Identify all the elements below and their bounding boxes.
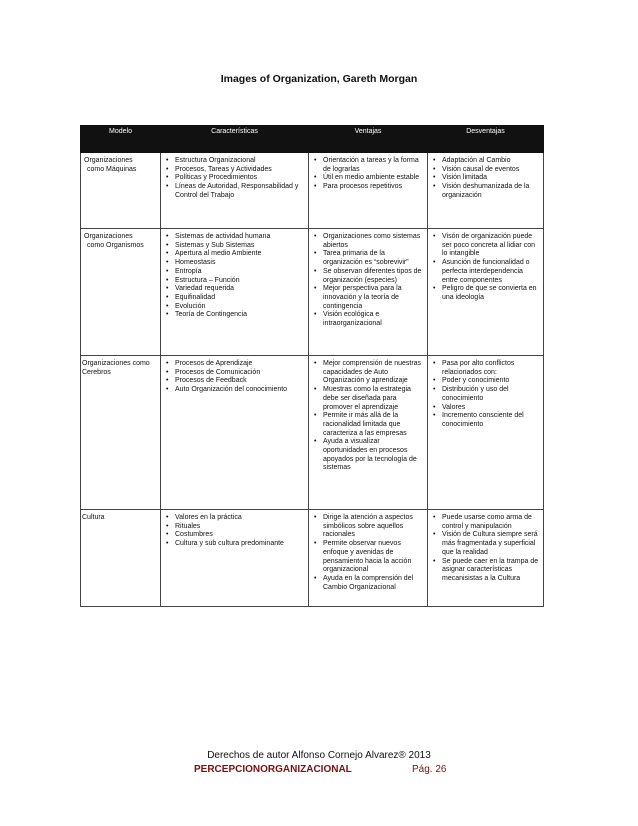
disadvantages-cell: [428, 356, 544, 510]
list-item: • Auto Organización del conocimiento: [175, 386, 305, 395]
list-item: • Políticas y Procedimientos: [175, 174, 305, 183]
list-item: • Homeostasis: [175, 259, 305, 268]
page-title: Images of Organization, Gareth Morgan: [220, 73, 418, 85]
list-item: • Permite ir más allá de la racionalidad limitada que caracteriza a las empresas: [323, 412, 424, 438]
table-row: [81, 153, 544, 229]
list-item: • Equifinalidad: [175, 294, 305, 303]
list-item: • Costumbres: [175, 531, 305, 540]
list-item: • Procesos de Comunicación: [175, 369, 305, 378]
list-item: • Procesos de Feedback: [175, 377, 305, 386]
list-item: • Estructura Organizacional: [175, 157, 305, 166]
model-cell: [81, 356, 161, 510]
list-item: • Evolución: [175, 303, 305, 312]
list-item: • Valores: [442, 404, 540, 413]
organization-metaphors-table: [80, 125, 544, 607]
list-item: • Visión causal de eventos: [442, 166, 540, 175]
list-item: • Útil en medio ambiente estable: [323, 174, 424, 183]
list-item: • Variedad requerida: [175, 285, 305, 294]
list-item: • Puede usarse como arma de control y manipulación: [442, 514, 540, 531]
list-item: • Teoría de Contingencia: [175, 311, 305, 320]
characteristics-cell: [161, 510, 309, 607]
list-item: • Para procesos repetitivos: [323, 183, 424, 192]
model-cell: [81, 510, 161, 607]
course-title-footer: PERCEPCIONORGANIZACIONAL: [194, 764, 352, 775]
table-row: [81, 229, 544, 356]
disadvantages-cell: [428, 510, 544, 607]
list-item: • Cultura y sub cultura predominante: [175, 540, 305, 549]
list-item: • Rituales: [175, 523, 305, 532]
header-modelo: Modelo: [81, 126, 161, 144]
characteristics-cell: [161, 153, 309, 229]
list-item: • Se puede caer en la trampa de asignar características mecanisistas a la Cultura: [442, 558, 540, 584]
list-item: • Procesos, Tareas y Actividades: [175, 166, 305, 175]
list-item: • Adaptación al Cambio: [442, 157, 540, 166]
list-item: • Tarea primaria de la organización es “sobrevivir”: [323, 250, 424, 267]
advantages-cell: [309, 153, 428, 229]
list-item: • Orientación a tareas y la forma de lograrlas: [323, 157, 424, 174]
list-item: • Valores en la práctica: [175, 514, 305, 523]
list-item: • Mejor comprensión de nuestras capacidades de Auto Organización y aprendizaje: [323, 360, 424, 386]
copyright-footer: Derechos de autor Alfonso Cornejo Alvarez® 2013: [207, 750, 431, 761]
list-item: • Líneas de Autoridad, Responsabilidad y Control del Trabajo: [175, 183, 305, 200]
list-item: • Ayuda en la comprensión del Cambio Organizacional: [323, 575, 424, 592]
header-desventajas: Desventajas: [428, 126, 544, 144]
list-item: • Estructura – Función: [175, 277, 305, 286]
list-item: • Poder y conocimiento: [442, 377, 540, 386]
list-item: • Visión de Cultura siempre será más fragmentada y superficial que la realidad: [442, 531, 540, 557]
list-item: • Incremento consciente del conocimiento: [442, 412, 540, 429]
model-label: Cultura: [82, 514, 105, 521]
advantages-cell: [309, 229, 428, 356]
list-item: • Muestras como la estrategia debe ser diseñada para promover el aprendizaje: [323, 386, 424, 412]
list-item: • Distribución y uso del conocimiento: [442, 386, 540, 403]
model-cell: [81, 229, 161, 356]
list-item: • Apertura al medio Ambiente: [175, 250, 305, 259]
list-item: • Dirige la atención a aspectos simbólicos sobre aquellos racionales: [323, 514, 424, 540]
model-label: como Máquinas: [87, 165, 137, 173]
page-number: Pág. 26: [412, 764, 447, 775]
model-cell: [81, 153, 161, 229]
list-item: • Visión deshumanizada de la organización: [442, 183, 540, 200]
model-label: como Organismos: [87, 241, 144, 249]
disadvantages-cell: [428, 229, 544, 356]
model-label: Cerebros: [82, 368, 111, 376]
header-caracteristicas: Características: [161, 126, 309, 144]
list-item: • Mejor perspectiva para la innovación y la teoría de contingencia: [323, 285, 424, 311]
list-item: • Sistemas de actividad humana: [175, 233, 305, 242]
list-item: • Visón de organización puede ser poco concreta al lidiar con lo intangible: [442, 233, 540, 259]
list-item: • Permite observar nuevos enfoque y avenidas de pensamiento hacia la acción organizacional: [323, 540, 424, 575]
disadvantages-cell: [428, 153, 544, 229]
characteristics-cell: [161, 356, 309, 510]
table-row: [81, 356, 544, 510]
header-ventajas: Ventajas: [309, 126, 428, 144]
advantages-cell: [309, 510, 428, 607]
list-item: • Asunción de funcionalidad o perfecta interdependencia entre componentes: [442, 259, 540, 285]
list-item: • Ayuda a visualizar oportunidades en procesos apoyados por la tecnología de sistemas: [323, 438, 424, 473]
header-band: [81, 144, 544, 153]
characteristics-cell: [161, 229, 309, 356]
table-header-row: [81, 126, 544, 144]
list-item: • Entropía: [175, 268, 305, 277]
model-label: Organizaciones: [84, 157, 133, 164]
advantages-cell: [309, 356, 428, 510]
list-item: • Visión ecológica e intraorganizacional: [323, 311, 424, 328]
list-item: • Organizaciones como sistemas abiertos: [323, 233, 424, 250]
list-item: • Sistemas y Sub Sistemas: [175, 242, 305, 251]
model-label: Organizaciones: [84, 233, 133, 240]
list-item: • Pasa por alto conflictos relacionados con:: [442, 360, 540, 377]
list-item: • Peligro de que se convierta en una ideología: [442, 285, 540, 302]
list-item: • Visión limitada: [442, 174, 540, 183]
model-label: Organizaciones como: [82, 360, 150, 367]
list-item: • Procesos de Aprendizaje: [175, 360, 305, 369]
table-row: [81, 510, 544, 607]
list-item: • Se observan diferentes tipos de organización (especies): [323, 268, 424, 285]
